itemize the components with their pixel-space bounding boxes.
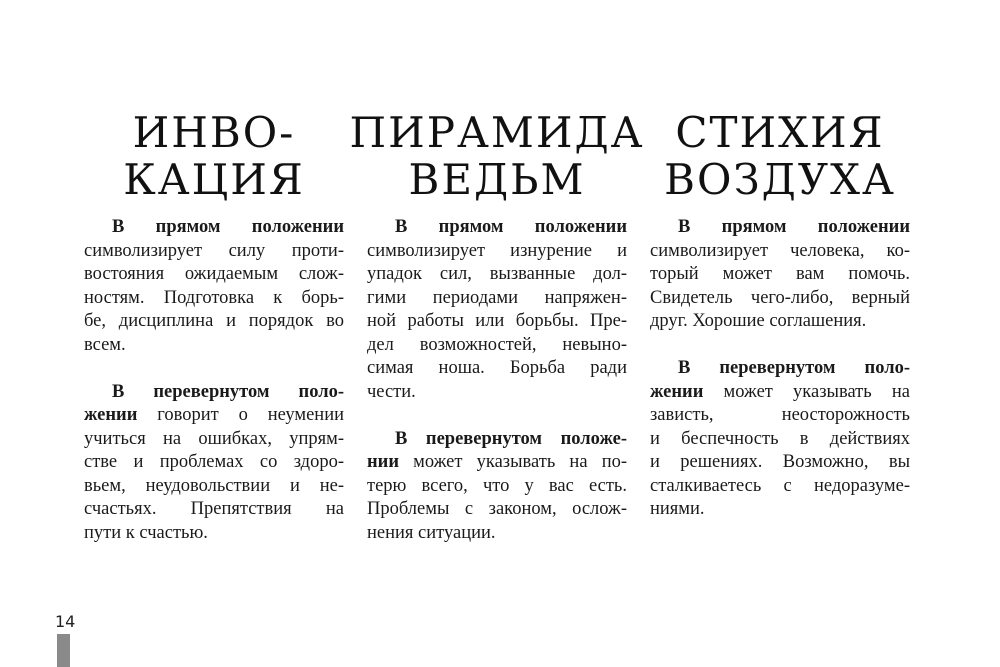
text-line — [367, 428, 627, 452]
text-line — [650, 240, 910, 264]
text-line — [84, 475, 344, 499]
text-line — [367, 334, 627, 358]
text-line — [367, 475, 627, 499]
text-line — [367, 310, 627, 334]
text-line — [650, 263, 910, 287]
text-line — [84, 263, 344, 287]
text-line — [367, 522, 627, 546]
text-line — [84, 240, 344, 264]
text-run: чести. — [367, 381, 416, 402]
card-title-line: ИНВО- — [132, 107, 296, 157]
text-run: и решениях. Возможно, вы — [650, 452, 910, 472]
text-line — [367, 287, 627, 311]
text-line — [650, 428, 910, 452]
text-run: вьем, неудовольствии и не- — [84, 475, 344, 496]
reversed-meaning-paragraph — [84, 381, 344, 546]
text-line — [84, 381, 344, 405]
text-line — [84, 451, 344, 475]
text-run: может указывать на по- — [398, 452, 627, 472]
card-title-line: СТИХИЯ — [675, 107, 885, 157]
text-line — [367, 381, 627, 405]
text-run: Проблемы с законом, ослож- — [367, 499, 627, 519]
text-line — [84, 334, 344, 358]
upright-meaning-paragraph — [84, 216, 344, 357]
bold-lead: В перевернутом поло- — [112, 381, 344, 402]
text-run: символизирует изнурение и — [367, 240, 627, 261]
page-number: 14 — [55, 612, 76, 631]
bold-lead: В прямом положении — [112, 217, 344, 237]
text-line — [650, 498, 910, 522]
card-title-line: ВОЗДУХА — [664, 154, 896, 204]
text-run: друг. Хорошие соглашения. — [650, 311, 867, 331]
card-title — [64, 109, 364, 203]
text-line — [367, 357, 627, 381]
text-line — [84, 404, 344, 428]
text-run: дел возможностей, невыно- — [367, 334, 627, 355]
text-run: говорит о неумении — [137, 405, 344, 425]
card-title-line: ВЕДЬМ — [408, 154, 586, 204]
text-line — [84, 498, 344, 522]
text-run: сталкиваетесь с недоразуме- — [650, 475, 910, 496]
text-line — [367, 263, 627, 287]
text-line — [84, 428, 344, 452]
text-line — [650, 381, 910, 405]
text-line — [650, 357, 910, 381]
text-line — [650, 404, 910, 428]
text-run: зависть, неосторожность — [650, 405, 910, 425]
text-run: символизирует человека, ко- — [650, 240, 910, 261]
card-title-line: КАЦИЯ — [123, 154, 305, 204]
card-title-line: ПИРАМИДА — [349, 107, 645, 157]
card-description — [367, 216, 627, 569]
text-run: торый может вам помочь. — [650, 264, 910, 284]
text-line — [84, 216, 344, 240]
bold-lead: жении — [84, 405, 138, 425]
text-run: гими периодами напряжен- — [367, 287, 627, 308]
page-marker-bar — [57, 634, 70, 667]
bold-lead: В перевернутом поло- — [678, 358, 910, 378]
text-line — [84, 310, 344, 334]
text-line — [650, 475, 910, 499]
bold-lead: нии — [367, 452, 399, 472]
text-run: бе, дисциплина и порядок во — [84, 311, 344, 331]
text-line — [367, 216, 627, 240]
text-run: всем. — [84, 334, 126, 355]
text-line — [367, 498, 627, 522]
bold-lead: В перевернутом положе- — [395, 428, 627, 449]
text-run: символизирует силу проти- — [84, 240, 344, 261]
text-line — [650, 216, 910, 240]
card-description — [84, 216, 344, 569]
text-line — [650, 310, 910, 334]
upright-meaning-paragraph — [650, 216, 910, 334]
text-run: может указывать на — [703, 381, 910, 402]
bold-lead: жении — [650, 381, 704, 402]
text-run: счастьях. Препятствия на — [84, 499, 344, 519]
text-line — [650, 287, 910, 311]
text-run: востояния ожидаемым слож- — [84, 264, 344, 284]
text-run: учиться на ошибках, упрям- — [84, 428, 344, 449]
text-run: и беспечность в действиях — [650, 428, 910, 449]
bold-lead: В прямом положении — [395, 217, 627, 237]
card-description — [650, 216, 910, 545]
text-run: упадок сил, вызванные дол- — [367, 264, 627, 284]
text-run: симая ноша. Борьба ради — [367, 358, 627, 378]
card-title — [347, 109, 647, 203]
reversed-meaning-paragraph — [650, 357, 910, 522]
text-line — [84, 522, 344, 546]
text-line — [650, 451, 910, 475]
card-title — [630, 109, 930, 203]
text-run: ной работы или борьбы. Пре- — [367, 311, 627, 331]
text-run: Свидетель чего-либо, верный — [650, 287, 910, 308]
text-run: ниями. — [650, 499, 705, 519]
text-run: терю всего, что у вас есть. — [367, 475, 627, 496]
bold-lead: В прямом положении — [678, 217, 910, 237]
text-line — [84, 287, 344, 311]
text-line — [367, 451, 627, 475]
reversed-meaning-paragraph — [367, 428, 627, 546]
text-line — [367, 240, 627, 264]
text-run: стве и проблемах со здоро- — [84, 452, 344, 472]
upright-meaning-paragraph — [367, 216, 627, 404]
text-run: пути к счастью. — [84, 522, 208, 543]
text-run: нения ситуации. — [367, 522, 496, 543]
text-run: ностям. Подготовка к борь- — [84, 287, 344, 308]
